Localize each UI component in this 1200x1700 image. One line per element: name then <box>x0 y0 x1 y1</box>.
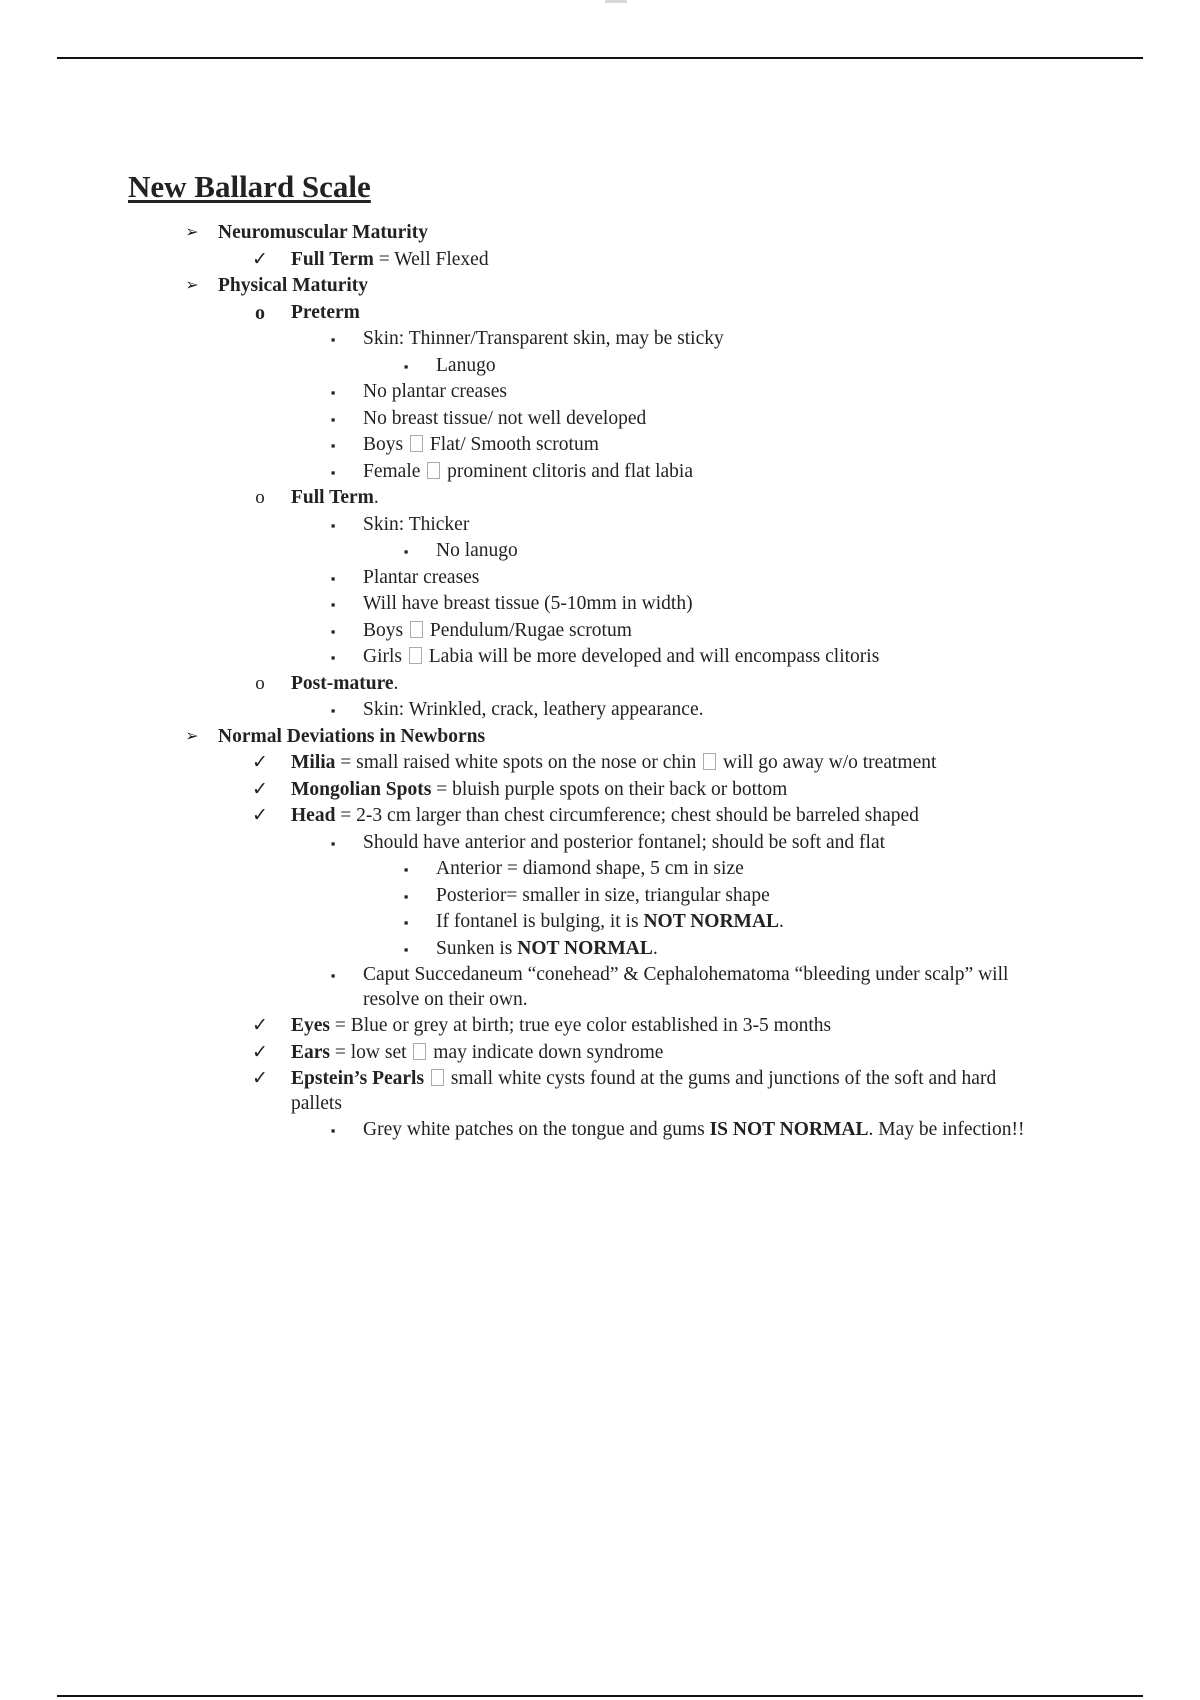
check-bullet-icon: ✓ <box>252 1015 268 1036</box>
list-item-neuromuscular: ➢ Neuromuscular Maturity <box>128 220 1128 247</box>
list-item-eyes: ✓ Eyes = Blue or grey at birth; true eye color established in 3-5 months <box>128 1013 1128 1040</box>
missing-glyph-icon <box>413 1043 426 1060</box>
check-bullet-icon: ✓ <box>252 1041 268 1063</box>
list-item-post-mature: o Post-mature. <box>128 671 1128 698</box>
list-item-preterm-female: ▪ Female prominent clitoris and flat labia <box>128 459 1128 486</box>
square-bullet-icon: ▪ <box>330 385 336 400</box>
missing-glyph-icon <box>410 621 423 638</box>
list-item-ears: ✓ Ears = low set may indicate down syndrome <box>128 1040 1128 1067</box>
square-bullet-icon: ▪ <box>330 411 336 427</box>
list-item-epstein: ✓ Epstein’s Pearls small white cysts found at the gums and junctions of the soft and hard pallets <box>128 1066 1021 1116</box>
list-item-full-term-skin: ▪ Skin: Thicker <box>128 512 1128 539</box>
square-bullet-icon: ▪ <box>403 888 409 904</box>
square-bullet-icon: ▪ <box>330 597 336 612</box>
list-item-anterior: ▪ Anterior = diamond shape, 5 cm in size <box>128 856 1128 883</box>
list-item-full-term-flexed: ✓ Full Term = Well Flexed <box>128 247 1128 274</box>
list-item-preterm-breast: ▪ No breast tissue/ not well developed <box>128 406 1128 433</box>
square-bullet-icon: ▪ <box>330 332 336 347</box>
list-item-fontanel: ▪ Should have anterior and posterior fontanel; should be soft and flat <box>128 830 1128 857</box>
circle-bullet-icon: o <box>255 487 265 508</box>
list-item-full-term-boys: ▪ Boys Pendulum/Rugae scrotum <box>128 618 1128 645</box>
missing-glyph-icon <box>431 1069 444 1086</box>
list-item-grey-patches: ▪ Grey white patches on the tongue and gums IS NOT NORMAL. May be infection!! <box>128 1117 1103 1142</box>
circle-bullet-icon: o <box>255 301 265 324</box>
square-bullet-icon: ▪ <box>330 438 336 453</box>
list-item-sunken: ▪ Sunken is NOT NORMAL. <box>128 936 1128 963</box>
list-item-preterm-lanugo: ▪ Lanugo <box>128 353 1128 380</box>
list-item-full-term-girls: ▪ Girls Labia will be more developed and will encompass clitoris <box>128 644 1128 671</box>
arrow-bullet-icon: ➢ <box>185 727 199 745</box>
square-bullet-icon: ▪ <box>330 464 336 480</box>
header-rule <box>57 57 1143 59</box>
list-item-preterm-skin: ▪ Skin: Thinner/Transparent skin, may be sticky <box>128 326 1128 353</box>
square-bullet-icon: ▪ <box>330 570 336 586</box>
square-bullet-icon: ▪ <box>330 703 336 718</box>
list-item-physical: ➢ Physical Maturity <box>128 273 1128 300</box>
page-title: New Ballard Scale <box>128 169 371 204</box>
check-bullet-icon: ✓ <box>252 248 268 270</box>
arrow-bullet-icon: ➢ <box>185 224 199 241</box>
arrow-bullet-icon: ➢ <box>185 277 199 294</box>
missing-glyph-icon <box>703 753 716 770</box>
list-item-full-term-breast: ▪ Will have breast tissue (5-10mm in width) <box>128 591 1128 618</box>
list-item-full-term-lanugo: ▪ No lanugo <box>128 538 1128 565</box>
square-bullet-icon: ▪ <box>403 358 409 374</box>
check-bullet-icon: ✓ <box>252 778 268 800</box>
check-bullet-icon: ✓ <box>252 805 268 826</box>
list-item-posterior: ▪ Posterior= smaller in size, triangular shape <box>128 883 1128 910</box>
list-item-preterm-creases: ▪ No plantar creases <box>128 379 1128 406</box>
square-bullet-icon: ▪ <box>403 915 409 930</box>
square-bullet-icon: ▪ <box>330 650 336 665</box>
footer-rule <box>57 1695 1143 1697</box>
list-item-bulging: ▪ If fontanel is bulging, it is NOT NORMAL. <box>128 909 1128 936</box>
square-bullet-icon: ▪ <box>330 1123 336 1138</box>
list-item-caput: ▪ Caput Succedaneum “conehead” & Cephalohematoma “bleeding under scalp” will resolve on their own. <box>128 962 1063 1012</box>
document-body <box>128 166 1128 1143</box>
list-item-preterm-boys: ▪ Boys Flat/ Smooth scrotum <box>128 432 1128 459</box>
list-item-mongolian-spots: ✓ Mongolian Spots = bluish purple spots on their back or bottom <box>128 777 1128 804</box>
check-bullet-icon: ✓ <box>252 1068 268 1089</box>
list-item-head: ✓ Head = 2-3 cm larger than chest circumference; chest should be barreled shaped <box>128 803 1128 830</box>
square-bullet-icon: ▪ <box>330 835 336 851</box>
list-item-full-term-creases: ▪ Plantar creases <box>128 565 1128 592</box>
list-item-full-term: o Full Term. <box>128 485 1128 512</box>
square-bullet-icon: ▪ <box>403 544 409 559</box>
list-item-milia: ✓ Milia = small raised white spots on the nose or chin will go away w/o treatment <box>128 750 1128 777</box>
page-header-mark <box>605 0 627 3</box>
list-item-post-mature-skin: ▪ Skin: Wrinkled, crack, leathery appearance. <box>128 697 1128 724</box>
missing-glyph-icon <box>410 435 423 452</box>
square-bullet-icon: ▪ <box>330 517 336 533</box>
check-bullet-icon: ✓ <box>252 752 268 773</box>
square-bullet-icon: ▪ <box>330 623 336 639</box>
square-bullet-icon: ▪ <box>403 862 409 877</box>
missing-glyph-icon <box>427 462 440 479</box>
list-item-preterm: o Preterm <box>128 300 1128 327</box>
list-item-deviations: ➢ Normal Deviations in Newborns <box>128 724 1128 751</box>
square-bullet-icon: ▪ <box>403 941 409 957</box>
missing-glyph-icon <box>409 647 422 664</box>
circle-bullet-icon: o <box>255 672 265 694</box>
square-bullet-icon: ▪ <box>330 968 336 983</box>
